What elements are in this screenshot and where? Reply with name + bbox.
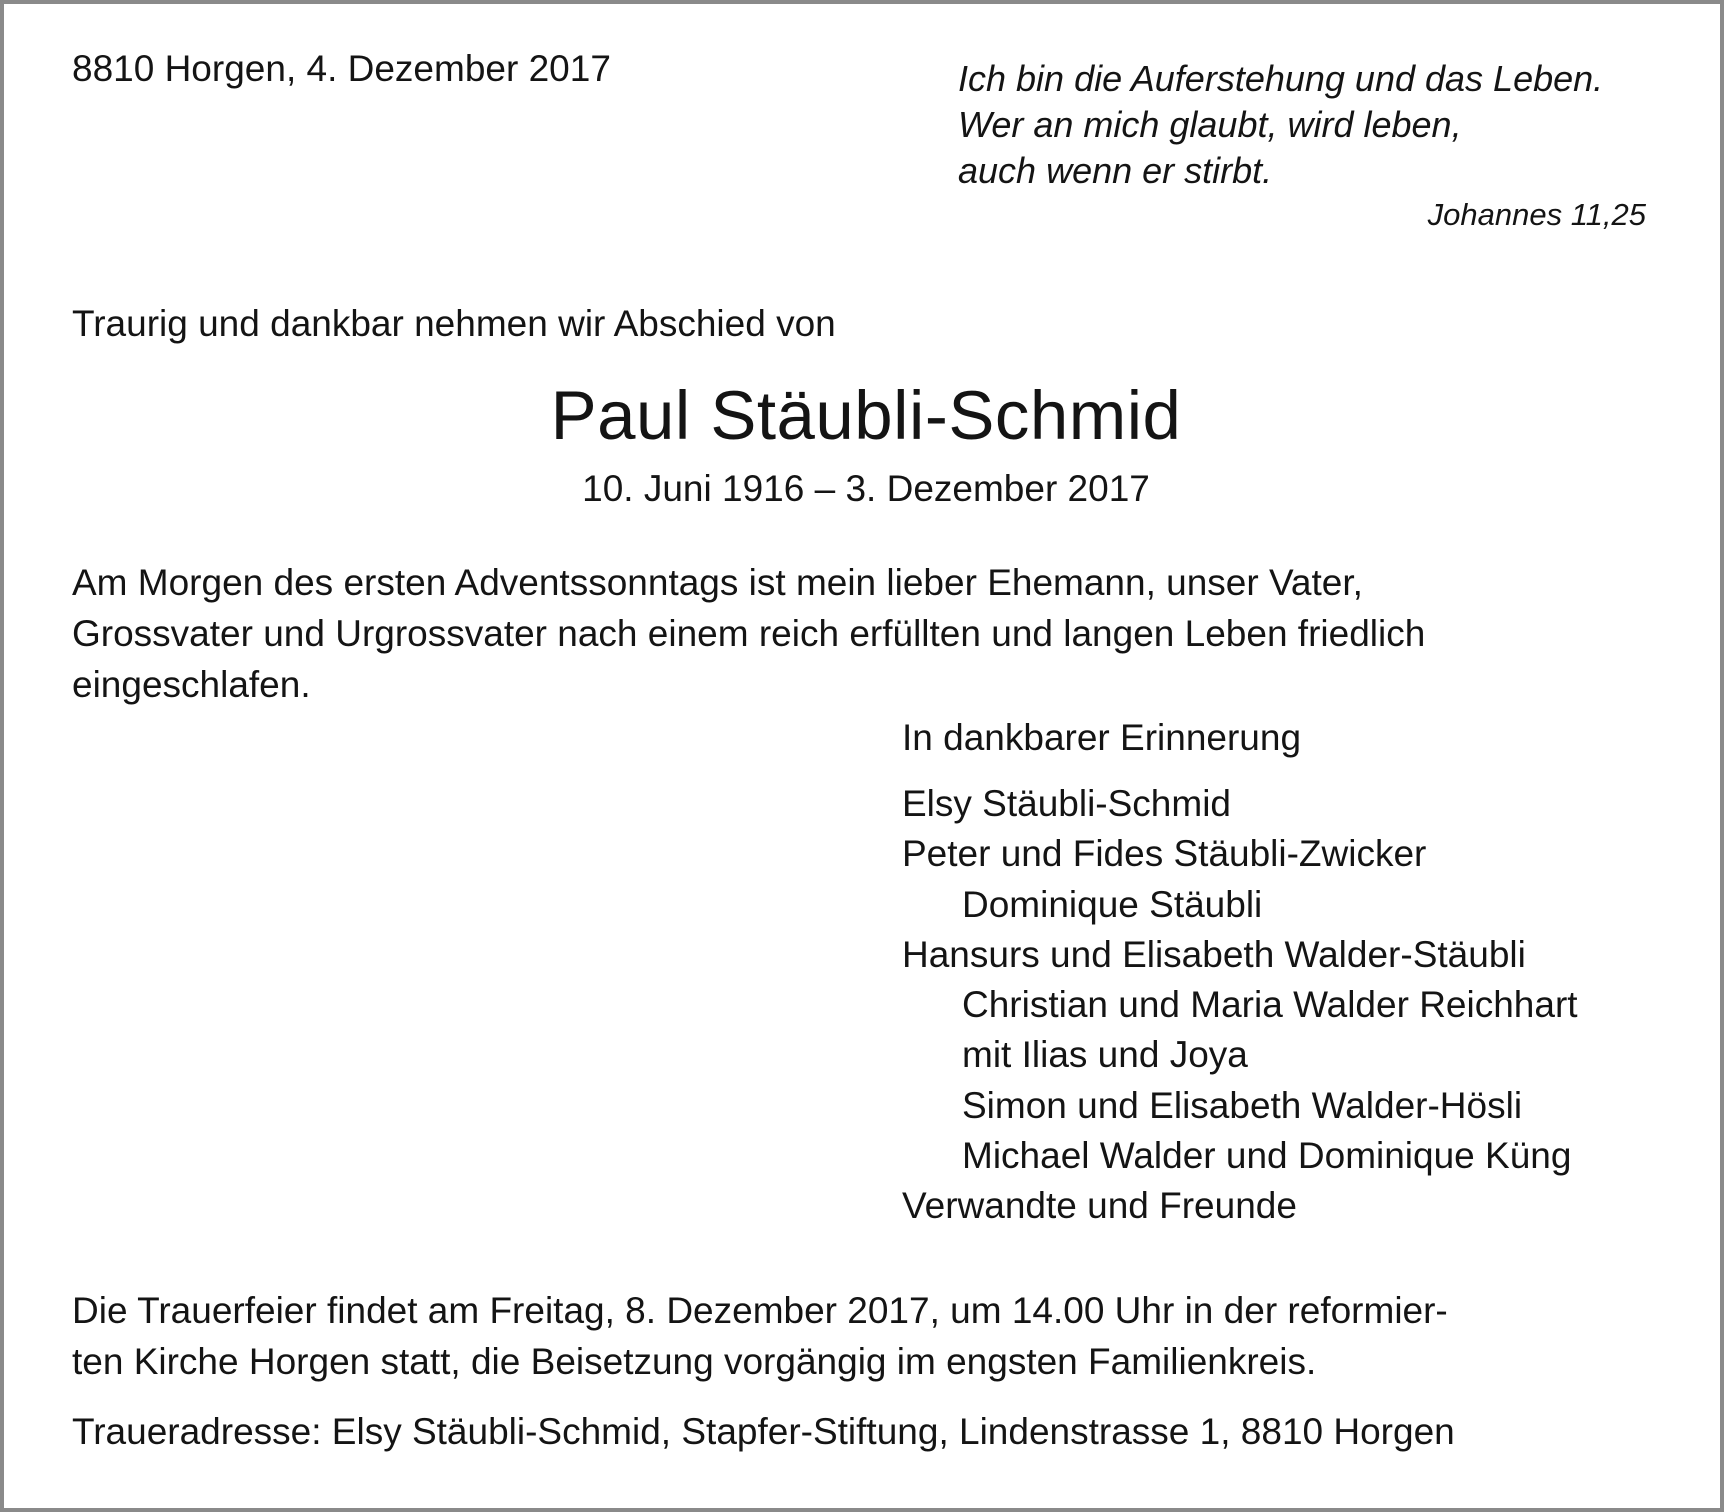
mourners-heading: In dankbarer Erinnerung — [902, 717, 1302, 758]
bible-quote — [958, 56, 1603, 194]
mourner-entry: Christian und Maria Walder Reichhart — [962, 984, 1578, 1026]
message-line: Grossvater und Urgrossvater nach einem reich erfüllten und langen Leben friedlich — [72, 613, 1426, 654]
quote-line: auch wenn er stirbt. — [958, 150, 1273, 191]
mourner-entry: Dominique Stäubli — [962, 883, 1263, 925]
mourner-entry: mit Ilias und Joya — [962, 1034, 1248, 1076]
mourner-entry: Michael Walder und Dominique Küng — [962, 1135, 1572, 1177]
mourner-entry: Elsy Stäubli-Schmid — [902, 783, 1232, 824]
mourner-entry: Peter und Fides Stäubli-Zwicker — [902, 833, 1427, 875]
message-line: Am Morgen des ersten Adventssonntags ist mein lieber Ehemann, unser Vater, — [72, 562, 1363, 603]
service-line: ten Kirche Horgen statt, die Beisetzung vorgängig im engsten Familienkreis. — [72, 1341, 1317, 1382]
mourning-address: Traueradresse: Elsy Stäubli-Schmid, Stapfer-Stiftung, Lindenstrasse 1, 8810 Horgen — [72, 1411, 1455, 1452]
mourner-entry: Verwandte und Freunde — [902, 1185, 1297, 1227]
message-paragraph — [72, 557, 1632, 710]
deceased-name: Paul Stäubli-Schmid — [550, 377, 1182, 454]
mourners-list — [902, 779, 1578, 1232]
place-date: 8810 Horgen, 4. Dezember 2017 — [72, 48, 611, 89]
service-info — [72, 1285, 1448, 1387]
quote-source: Johannes 11,25 — [1427, 197, 1646, 232]
service-line: Die Trauerfeier findet am Freitag, 8. Dezember 2017, um 14.00 Uhr in der reformier- — [72, 1290, 1448, 1331]
message-line: eingeschlafen. — [72, 664, 311, 705]
quote-line: Wer an mich glaubt, wird leben, — [958, 104, 1462, 145]
mourner-entry: Hansurs und Elisabeth Walder-Stäubli — [902, 933, 1526, 975]
intro-text: Traurig und dankbar nehmen wir Abschied von — [72, 303, 836, 344]
quote-line: Ich bin die Auferstehung und das Leben. — [958, 58, 1604, 99]
mourner-entry: Simon und Elisabeth Walder-Hösli — [962, 1084, 1523, 1126]
deceased-lifespan: 10. Juni 1916 – 3. Dezember 2017 — [582, 468, 1150, 509]
